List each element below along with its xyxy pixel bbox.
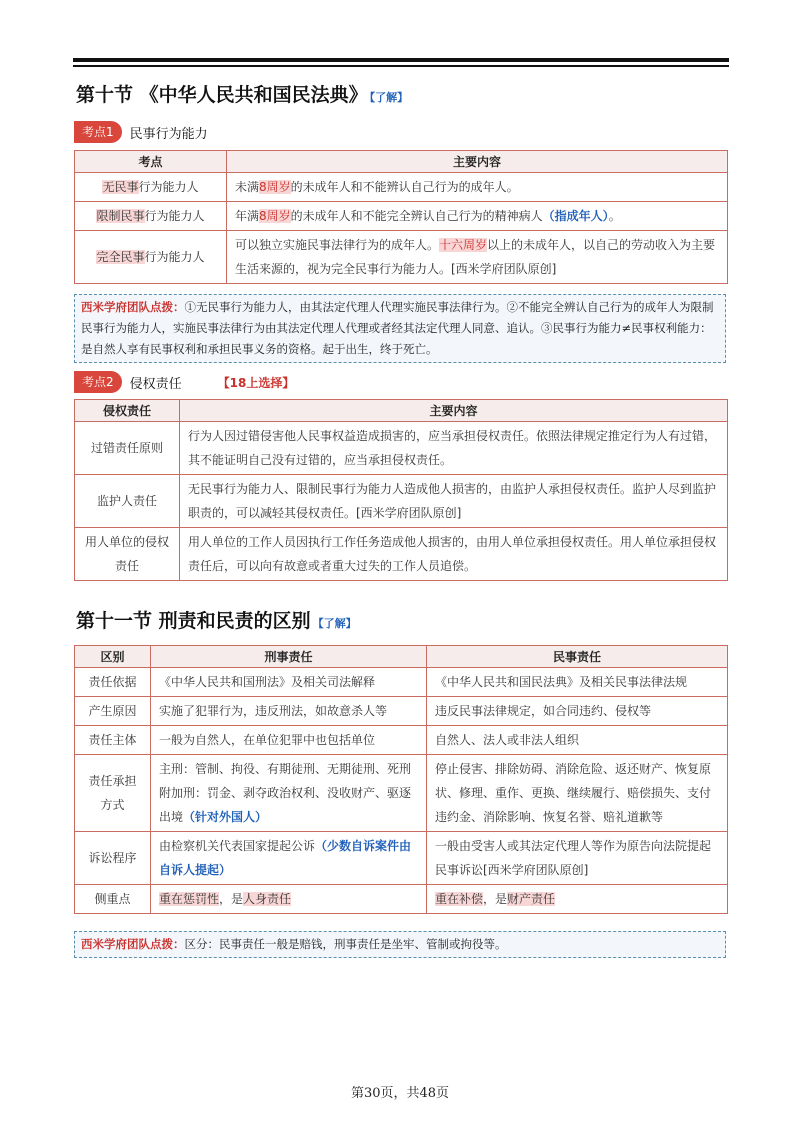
- tort-content-cell: 行为人因过错侵害他人民事权益造成损害的，应当承担侵权责任。依照法律规定推定行为人有过错，其不能证明自己没有过错的，应当承担侵权责任。: [180, 422, 728, 475]
- table-header-row: [75, 400, 728, 422]
- emphasis-text: （针对外国人）: [183, 810, 268, 824]
- table-row: [75, 697, 728, 726]
- capacity-name-text: 行为能力人: [144, 209, 205, 223]
- capacity-name-cell: [75, 202, 227, 231]
- content-text: 的未成年人和不能辨认自己行为的成年人。: [290, 180, 519, 194]
- criminal-cell: 《中华人民共和国刑法》及相关司法解释: [151, 668, 427, 697]
- tip-label: 西米学府团队点拨：: [81, 300, 185, 314]
- tip-box-2: [74, 931, 726, 958]
- capacity-content-cell: [227, 202, 728, 231]
- tort-liability-table: [74, 399, 728, 581]
- capacity-name-text: 行为能力人: [144, 250, 205, 264]
- content-text: 由检察机关代表国家提起公诉: [159, 839, 316, 853]
- civil-capacity-table: [74, 150, 728, 284]
- civil-cell: 一般由受害人或其法定代理人等作为原告向法院提起民事诉讼[西米学府团队原创]: [427, 832, 728, 885]
- civil-cell: 《中华人民共和国民法典》及相关民事法律法规: [427, 668, 728, 697]
- civil-cell: [427, 885, 728, 914]
- page-number: 第30页，共48页: [350, 1086, 450, 1101]
- column-header: 主要内容: [227, 151, 728, 173]
- capacity-name-text: 行为能力人: [138, 180, 199, 194]
- column-header: 刑事责任: [151, 646, 427, 668]
- compare-name-cell: 责任依据: [75, 668, 151, 697]
- kaodian-1-badge: 考点1: [74, 121, 122, 143]
- criminal-cell: 实施了犯罪行为，违反刑法，如故意杀人等: [151, 697, 427, 726]
- kaodian-2-badge: 考点2: [74, 371, 122, 393]
- kaodian-1-title: 民事行为能力: [129, 126, 208, 142]
- table-row: [75, 202, 728, 231]
- civil-cell: 自然人、法人或非法人组织: [427, 726, 728, 755]
- section-11-heading: [76, 606, 357, 633]
- highlight-text: 8周岁: [259, 209, 291, 223]
- compare-name-cell: 诉讼程序: [75, 832, 151, 885]
- content-text: 。: [608, 209, 621, 223]
- capacity-name-cell: [75, 231, 227, 284]
- highlight-text: 重在惩罚性: [159, 892, 220, 906]
- exam-tag: 【18上选择】: [217, 375, 295, 390]
- tip-text: 区分：民事责任一般是赔钱，刑事责任是坐牢、管制或拘役等。: [184, 937, 507, 951]
- civil-cell: 停止侵害、排除妨碍、消除危险、返还财产、恢复原状、修理、重作、更换、继续履行、赔偿损失、支付违约金、消除影响、恢复名誉、赔礼道歉等: [427, 755, 728, 832]
- table-row: [75, 422, 728, 475]
- highlight-text: 完全民事: [96, 250, 145, 264]
- main-penalty-text: 主刑：管制、拘役、有期徒刑、无期徒刑、死刑: [159, 762, 412, 776]
- table-row: [75, 475, 728, 528]
- compare-name-cell: 责任承担方式: [75, 755, 151, 832]
- highlight-text: 无民事: [102, 180, 139, 194]
- tort-name-cell: 监护人责任: [75, 475, 180, 528]
- tort-content-cell: 用人单位的工作人员因执行工作任务造成他人损害的，由用人单位承担侵权责任。用人单位承担侵权责任后，可以向有故意或者重大过失的工作人员追偿。: [180, 528, 728, 581]
- tort-name-cell: 用人单位的侵权责任: [75, 528, 180, 581]
- tip-text: ①无民事行为能力人，由其法定代理人代理实施民事法律行为。②不能完全辨认自己行为的成年人为限制民事行为能力人，实施民事法律行为由其法定代理人代理或者经其法定代理人同意、追认。③民事行为能力≠民事权利能力：是自然人享有民事权利和承担民事义务的资格。起于出生，终于死亡。: [81, 300, 714, 356]
- compare-name-cell: 侧重点: [75, 885, 151, 914]
- content-text: 以上的未成年人，以自己的劳动收入为主要生活来源的，视为完全民事行为能力人。[西米学府团队原创]: [235, 238, 716, 276]
- column-header: 区别: [75, 646, 151, 668]
- tort-name-cell: 过错责任原则: [75, 422, 180, 475]
- civil-cell: 违反民事法律规定，如合同违约、侵权等: [427, 697, 728, 726]
- highlight-text: 8周岁: [259, 180, 291, 194]
- section-10-title: 第十节 《中华人民共和国民法典》: [76, 84, 368, 106]
- highlight-text: 十六周岁: [439, 238, 488, 252]
- table-row: [75, 528, 728, 581]
- column-header: 民事责任: [427, 646, 728, 668]
- section-11-tag: 【了解】: [312, 617, 357, 630]
- tort-content-cell: 无民事行为能力人、限制民事行为能力人造成他人损害的，由监护人承担侵权责任。监护人尽到监护职责的，可以减轻其侵权责任。[西米学府团队原创]: [180, 475, 728, 528]
- table-row: [75, 832, 728, 885]
- content-text: 可以独立实施民事法律行为的成年人。: [235, 238, 440, 252]
- content-text: 的未成年人和不能完全辨认自己行为的精神病人: [290, 209, 543, 223]
- compare-name-cell: 产生原因: [75, 697, 151, 726]
- content-text: 年满: [235, 209, 260, 223]
- criminal-cell: [151, 755, 427, 832]
- emphasis-text: （指成年人）: [542, 209, 609, 223]
- section-10-heading: [76, 80, 408, 107]
- criminal-cell: [151, 885, 427, 914]
- kaodian-2-heading: [74, 371, 294, 393]
- tip-label: 西米学府团队点拨：: [81, 937, 185, 951]
- content-text: ，是: [219, 892, 244, 906]
- kaodian-1-heading: [74, 121, 208, 143]
- content-text: 未满: [235, 180, 260, 194]
- criminal-cell: [151, 832, 427, 885]
- table-header-row: [75, 151, 728, 173]
- highlight-text: 人身责任: [243, 892, 292, 906]
- compare-name-cell: 责任主体: [75, 726, 151, 755]
- section-11-title: 第十一节 刑责和民责的区别: [76, 610, 311, 632]
- capacity-content-cell: [227, 231, 728, 284]
- header-rule-thin: [73, 65, 729, 67]
- content-text: ，是: [483, 892, 508, 906]
- emphasis-text: （少数自诉案件由自诉人提起）: [159, 839, 412, 877]
- criminal-cell: 一般为自然人，在单位犯罪中也包括单位: [151, 726, 427, 755]
- table-row: [75, 173, 728, 202]
- kaodian-2-title: 侵权责任: [129, 376, 182, 392]
- table-row: [75, 668, 728, 697]
- highlight-text: 重在补偿: [435, 892, 484, 906]
- tip-box-1: [74, 294, 726, 363]
- capacity-name-cell: [75, 173, 227, 202]
- extra-penalty-text: 附加刑：罚金、剥夺政治权利、没收财产、驱逐出境: [159, 786, 412, 824]
- table-row: [75, 231, 728, 284]
- highlight-text: 财产责任: [507, 892, 556, 906]
- liability-compare-table: [74, 645, 728, 914]
- table-row: [75, 755, 728, 832]
- column-header: 考点: [75, 151, 227, 173]
- capacity-content-cell: [227, 173, 728, 202]
- section-10-tag: 【了解】: [369, 91, 409, 104]
- header-rule-thick: [73, 58, 729, 62]
- column-header: 主要内容: [180, 400, 728, 422]
- highlight-text: 限制民事: [96, 209, 145, 223]
- table-row: [75, 885, 728, 914]
- table-row: [75, 726, 728, 755]
- table-header-row: [75, 646, 728, 668]
- column-header: 侵权责任: [75, 400, 180, 422]
